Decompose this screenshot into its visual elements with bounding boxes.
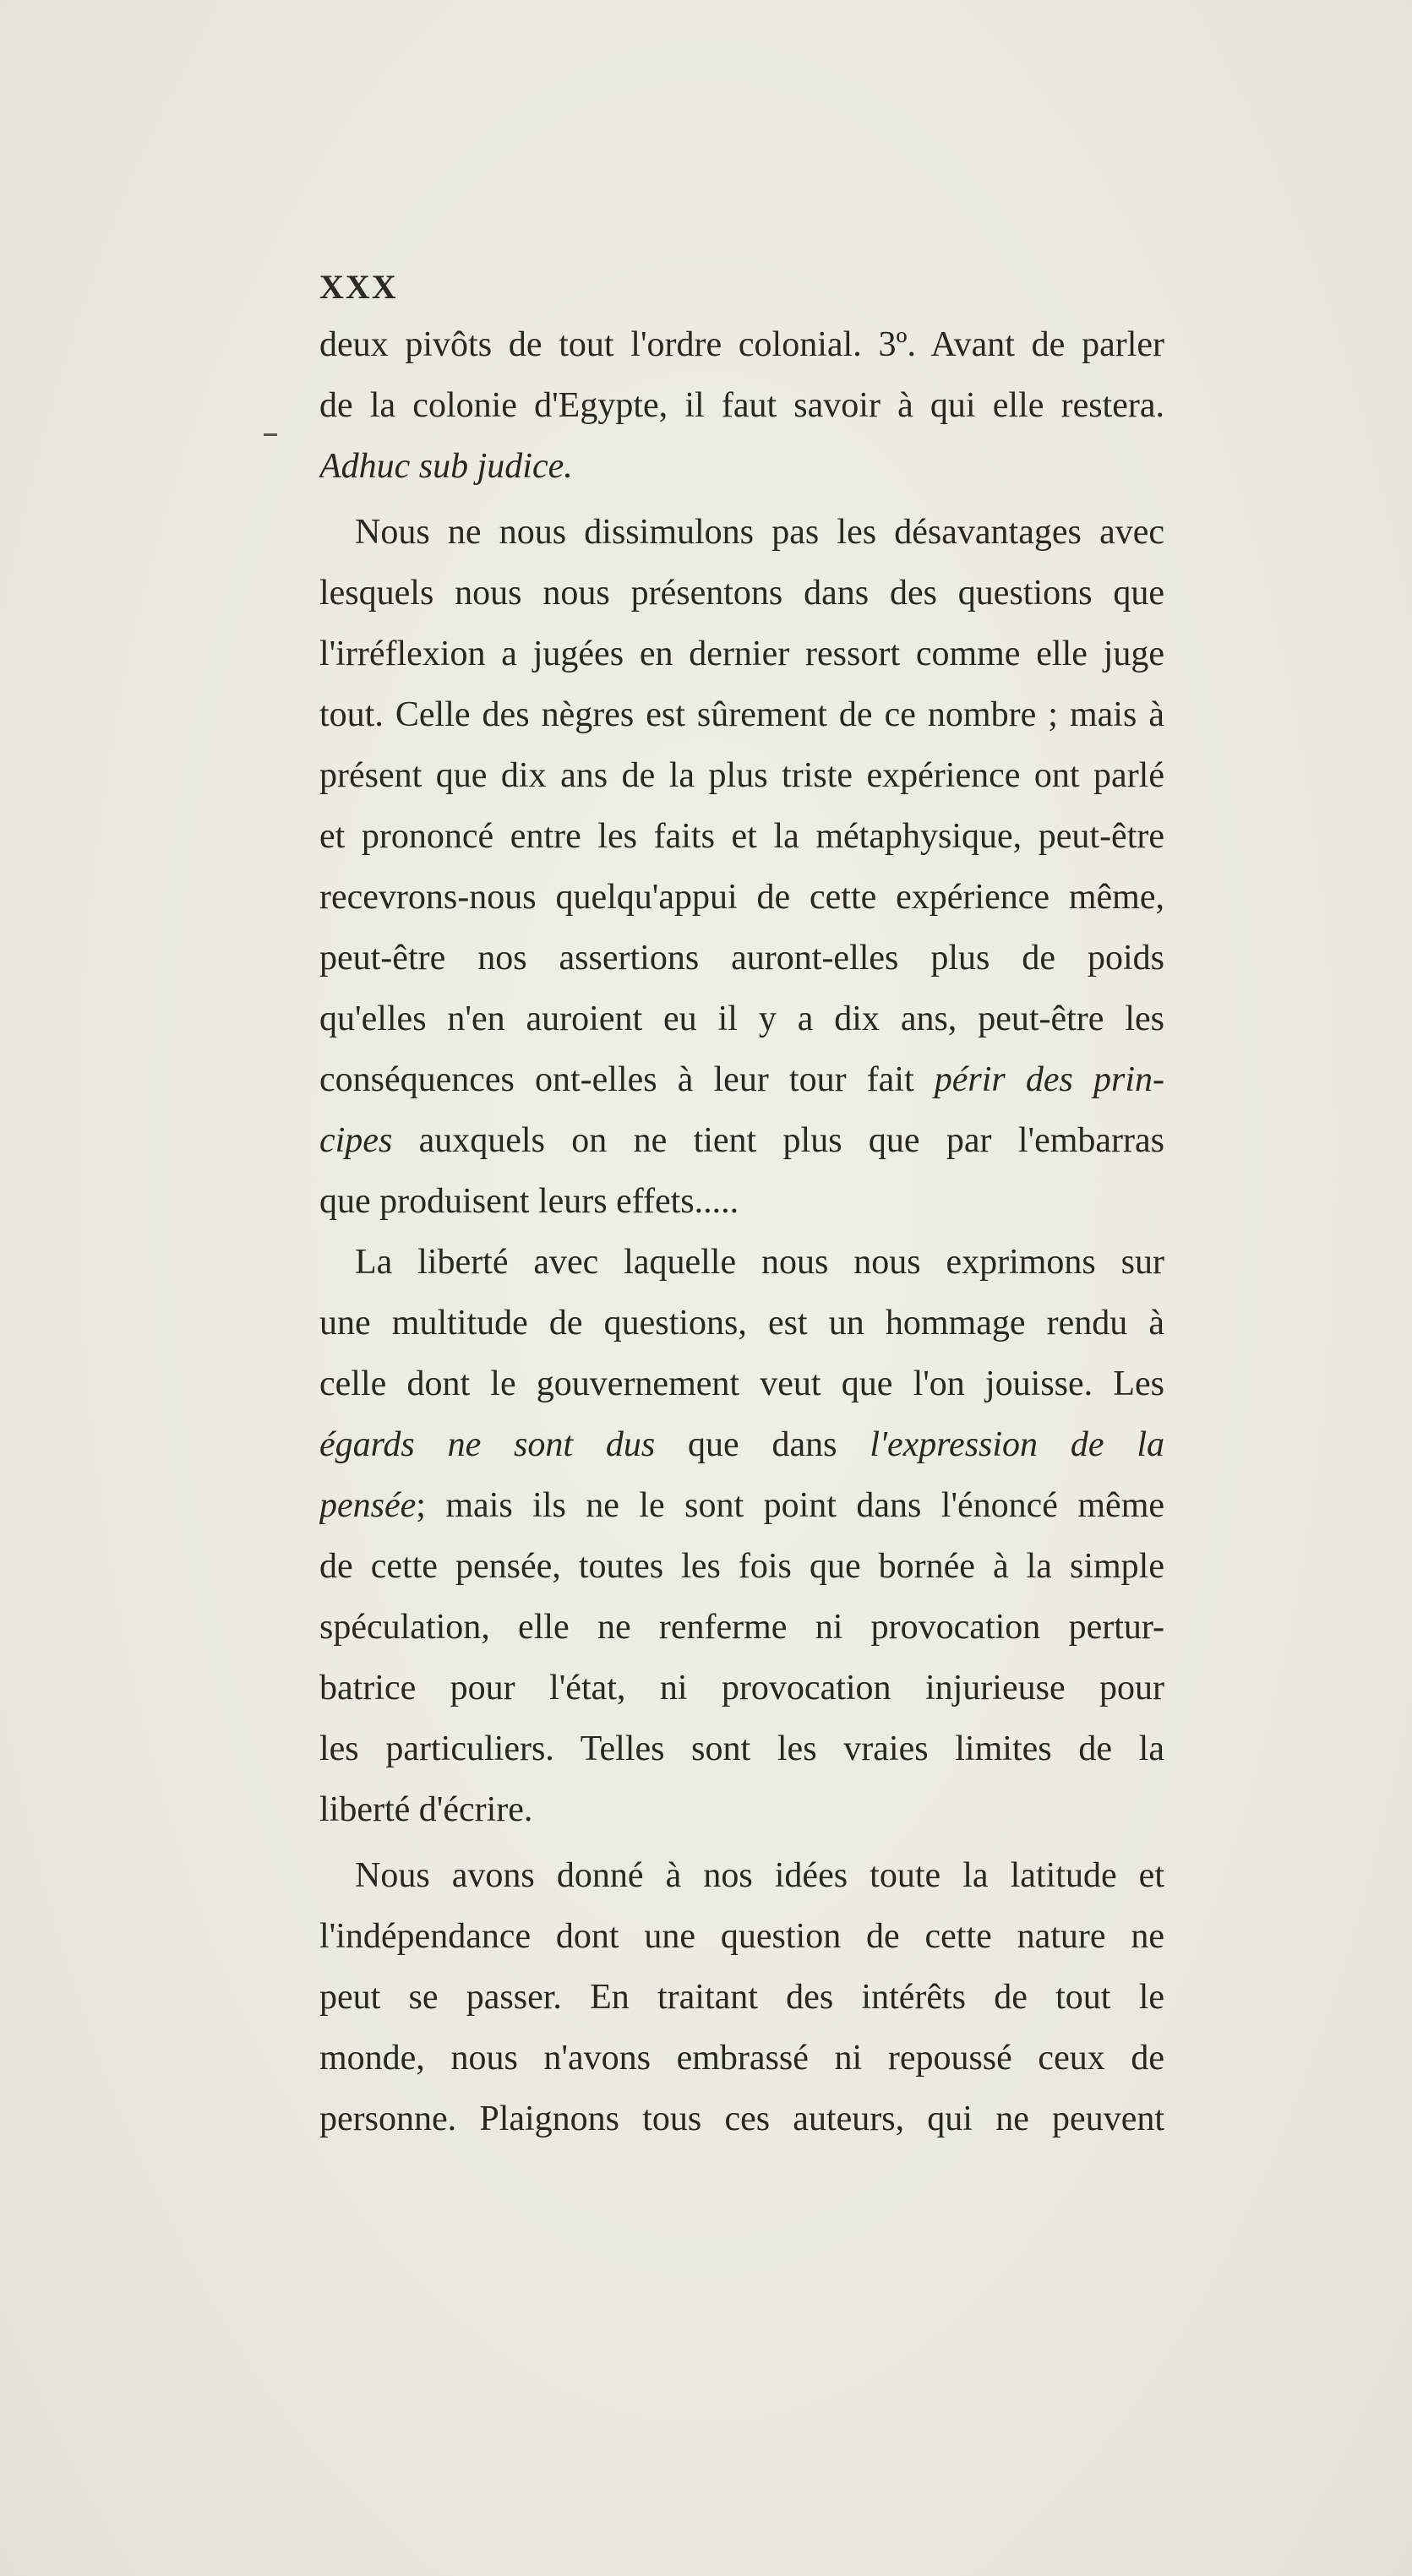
text-line: qu'elles n'en auroient eu il y a dix ans, peut-être les bbox=[319, 999, 1164, 1038]
text-line: recevrons-nous quelqu'appui de cette expérience même, bbox=[319, 878, 1164, 917]
text-line: liberté d'écrire. bbox=[319, 1790, 533, 1829]
text-fragment: ; mais ils ne le sont point dans l'énoncé même bbox=[416, 1486, 1164, 1525]
text-fragment: que dans bbox=[655, 1425, 870, 1464]
text-line bbox=[319, 1049, 1164, 1110]
text-line bbox=[319, 1414, 1164, 1475]
text-line: une multitude de questions, est un hommage rendu à bbox=[319, 1304, 1164, 1342]
text-line bbox=[319, 1110, 1164, 1171]
italic-phrase: Adhuc sub judice. bbox=[319, 447, 573, 486]
text-line: présent que dix ans de la plus triste expérience ont parlé bbox=[319, 756, 1164, 795]
margin-dash-mark bbox=[264, 433, 277, 436]
text-line: spéculation, elle ne renferme ni provocation pertur- bbox=[319, 1608, 1164, 1647]
text-fragment: auxquels on ne tient plus que par l'embarras bbox=[392, 1121, 1164, 1160]
text-line: de la colonie d'Egypte, il faut savoir à qui elle restera. bbox=[319, 386, 1164, 425]
text-line: batrice pour l'état, ni provocation injurieuse pour bbox=[319, 1669, 1164, 1707]
italic-phrase: l'expression de la bbox=[870, 1425, 1164, 1464]
text-line: que produisent leurs effets..... bbox=[319, 1182, 739, 1221]
italic-phrase: périr des prin- bbox=[934, 1060, 1164, 1099]
text-line: tout. Celle des nègres est sûrement de ce nombre ; mais à bbox=[319, 695, 1164, 734]
text-line: lesquels nous nous présentons dans des questions que bbox=[319, 574, 1164, 613]
text-line: peut se passer. En traitant des intérêts de tout le bbox=[319, 1978, 1164, 2017]
paragraph-start-line: Nous avons donné à nos idées toute la latitude et bbox=[355, 1856, 1164, 1895]
paragraph-start-line: Nous ne nous dissimulons pas les désavantages avec bbox=[355, 513, 1164, 552]
text-line: celle dont le gouvernement veut que l'on jouisse. Les bbox=[319, 1364, 1164, 1403]
text-line: peut-être nos assertions auront-elles plus de poids bbox=[319, 939, 1164, 978]
italic-phrase: cipes bbox=[319, 1121, 393, 1160]
text-line: monde, nous n'avons embrassé ni repoussé ceux de bbox=[319, 2039, 1164, 2078]
paragraph-start-line: La liberté avec laquelle nous nous exprimons sur bbox=[355, 1243, 1164, 1282]
text-line: les particuliers. Telles sont les vraies limites de la bbox=[319, 1729, 1164, 1768]
text-line: l'irréflexion a jugées en dernier ressort comme elle juge bbox=[319, 634, 1164, 673]
italic-phrase: égards ne sont dus bbox=[319, 1425, 656, 1464]
text-line: l'indépendance dont une question de cette nature ne bbox=[319, 1917, 1164, 1956]
text-line bbox=[319, 436, 1164, 497]
text-line bbox=[319, 1475, 1164, 1536]
page-number: XXX bbox=[319, 268, 398, 306]
text-line: et prononcé entre les faits et la métaphysique, peut-être bbox=[319, 817, 1164, 856]
text-fragment: conséquences ont-elles à leur tour fait bbox=[319, 1060, 935, 1099]
text-line: deux pivôts de tout l'ordre colonial. 3º. Avant de parler bbox=[319, 325, 1164, 364]
text-line: personne. Plaignons tous ces auteurs, qui ne peuvent bbox=[319, 2099, 1164, 2138]
text-line: de cette pensée, toutes les fois que bornée à la simple bbox=[319, 1547, 1164, 1586]
body-text bbox=[319, 314, 1164, 2149]
italic-phrase: pensée bbox=[319, 1486, 417, 1525]
